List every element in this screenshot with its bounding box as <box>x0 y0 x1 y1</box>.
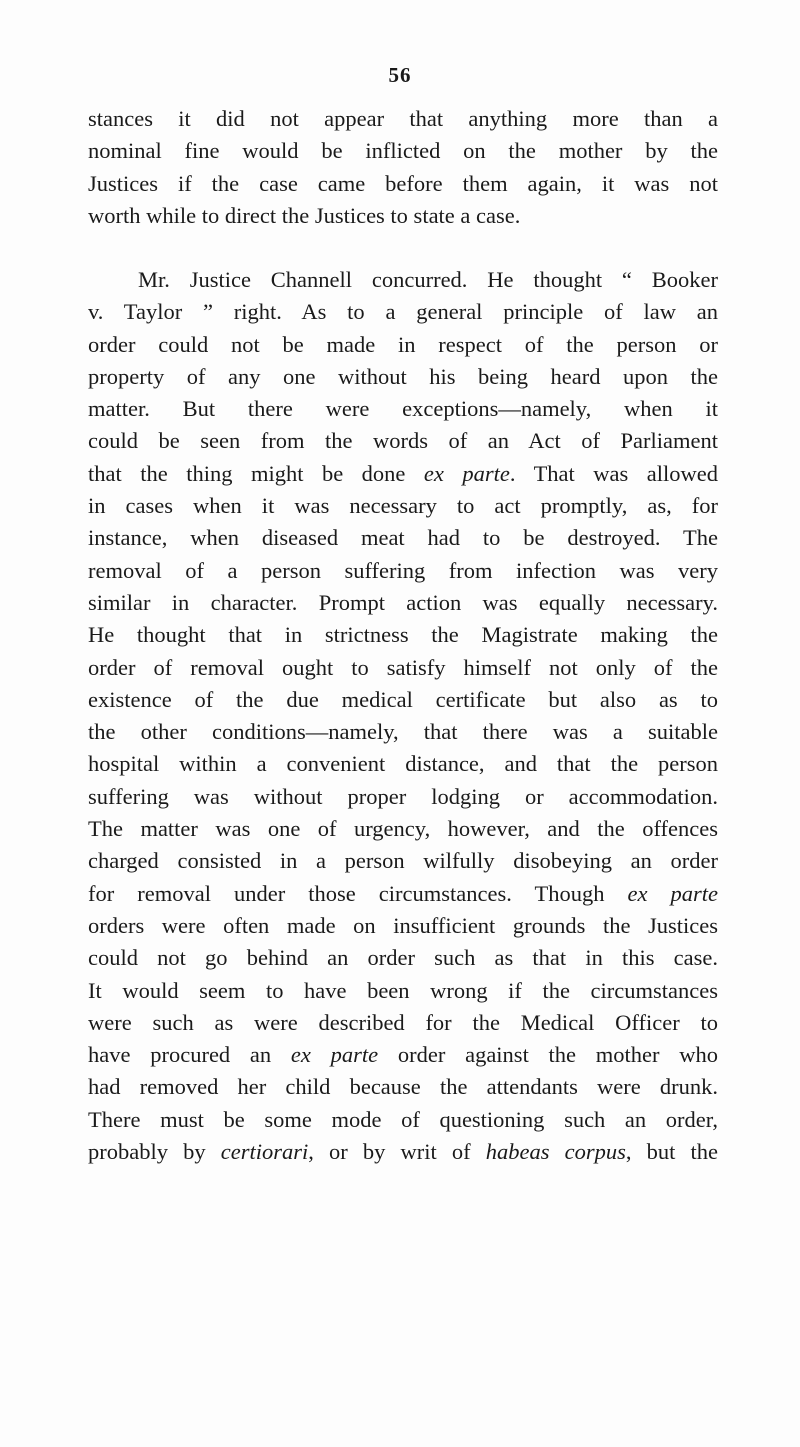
text-line: the other conditions—namely, that there was a suitable <box>88 719 718 745</box>
italic-term: ex parte <box>627 880 718 906</box>
text-line: stances it did not appear that anything more than a <box>88 106 718 131</box>
text-segment: . That was allowed <box>509 460 718 486</box>
text-segment: that the thing might be done <box>88 460 424 486</box>
text-line: There must be some mode of questioning such an order, <box>88 1106 718 1132</box>
text-line <box>88 458 718 490</box>
text-line: orders were often made on insufficient grounds the Justices <box>88 912 718 938</box>
italic-term: habeas corpus <box>485 1139 626 1165</box>
text-line: It would seem to have been wrong if the circumstances <box>88 977 718 1003</box>
italic-term: ex parte <box>290 1042 379 1068</box>
text-line: in cases when it was necessary to act promptly, as, for <box>88 493 718 519</box>
text-line <box>88 878 718 910</box>
text-line: v. Taylor ” right. As to a general principle of law an <box>88 299 718 325</box>
italic-term: certiorari <box>220 1139 309 1165</box>
text-line: charged consisted in a person wilfully disobeying an order <box>88 848 718 874</box>
text-line: could be seen from the words of an Act of Parliament <box>88 428 718 454</box>
italic-term: ex parte <box>423 460 510 486</box>
text-line: nominal fine would be inflicted on the mother by the <box>88 138 718 164</box>
text-line: worth while to direct the Justices to state a case. <box>88 202 521 228</box>
paragraph-2 <box>88 264 718 1168</box>
text-line <box>88 1039 718 1071</box>
text-segment: , but the <box>625 1139 718 1165</box>
text-line: suffering was without proper lodging or accommodation. <box>88 783 718 809</box>
text-line: matter. But there were exceptions—namely, when it <box>88 396 718 422</box>
text-line: He thought that in strictness the Magistrate making the <box>88 622 718 648</box>
text-segment: order against the mother who <box>378 1042 719 1068</box>
text-line: instance, when diseased meat had to be destroyed. The <box>88 525 718 551</box>
text-line: property of any one without his being heard upon the <box>88 363 718 389</box>
text-segment: probably by <box>88 1139 221 1165</box>
text-line: had removed her child because the attendants were drunk. <box>88 1074 718 1100</box>
text-line: The matter was one of urgency, however, and the offences <box>88 816 718 842</box>
text-line: order could not be made in respect of the person or <box>88 331 718 357</box>
text-segment: for removal under those circumstances. Though <box>88 880 628 906</box>
text-line: removal of a person suffering from infection was very <box>88 557 718 583</box>
page-number: 56 <box>388 63 412 87</box>
text-line <box>88 1136 718 1168</box>
text-line: Mr. Justice Channell concurred. He thought “ Booker <box>138 267 718 292</box>
text-line: could not go behind an order such as that in this case. <box>88 945 718 971</box>
text-line: existence of the due medical certificate but also as to <box>88 686 718 712</box>
text-line: similar in character. Prompt action was equally necessary. <box>88 589 718 615</box>
paragraph-1 <box>88 103 718 232</box>
text-line: hospital within a convenient distance, and that the person <box>88 751 718 777</box>
text-line: order of removal ought to satisfy himself not only of the <box>88 654 718 680</box>
text-line: Justices if the case came before them again, it was not <box>88 170 718 196</box>
text-segment: , or by writ of <box>308 1139 486 1165</box>
text-line: were such as were described for the Medical Officer to <box>88 1009 718 1035</box>
text-segment: have procured an <box>88 1042 291 1068</box>
